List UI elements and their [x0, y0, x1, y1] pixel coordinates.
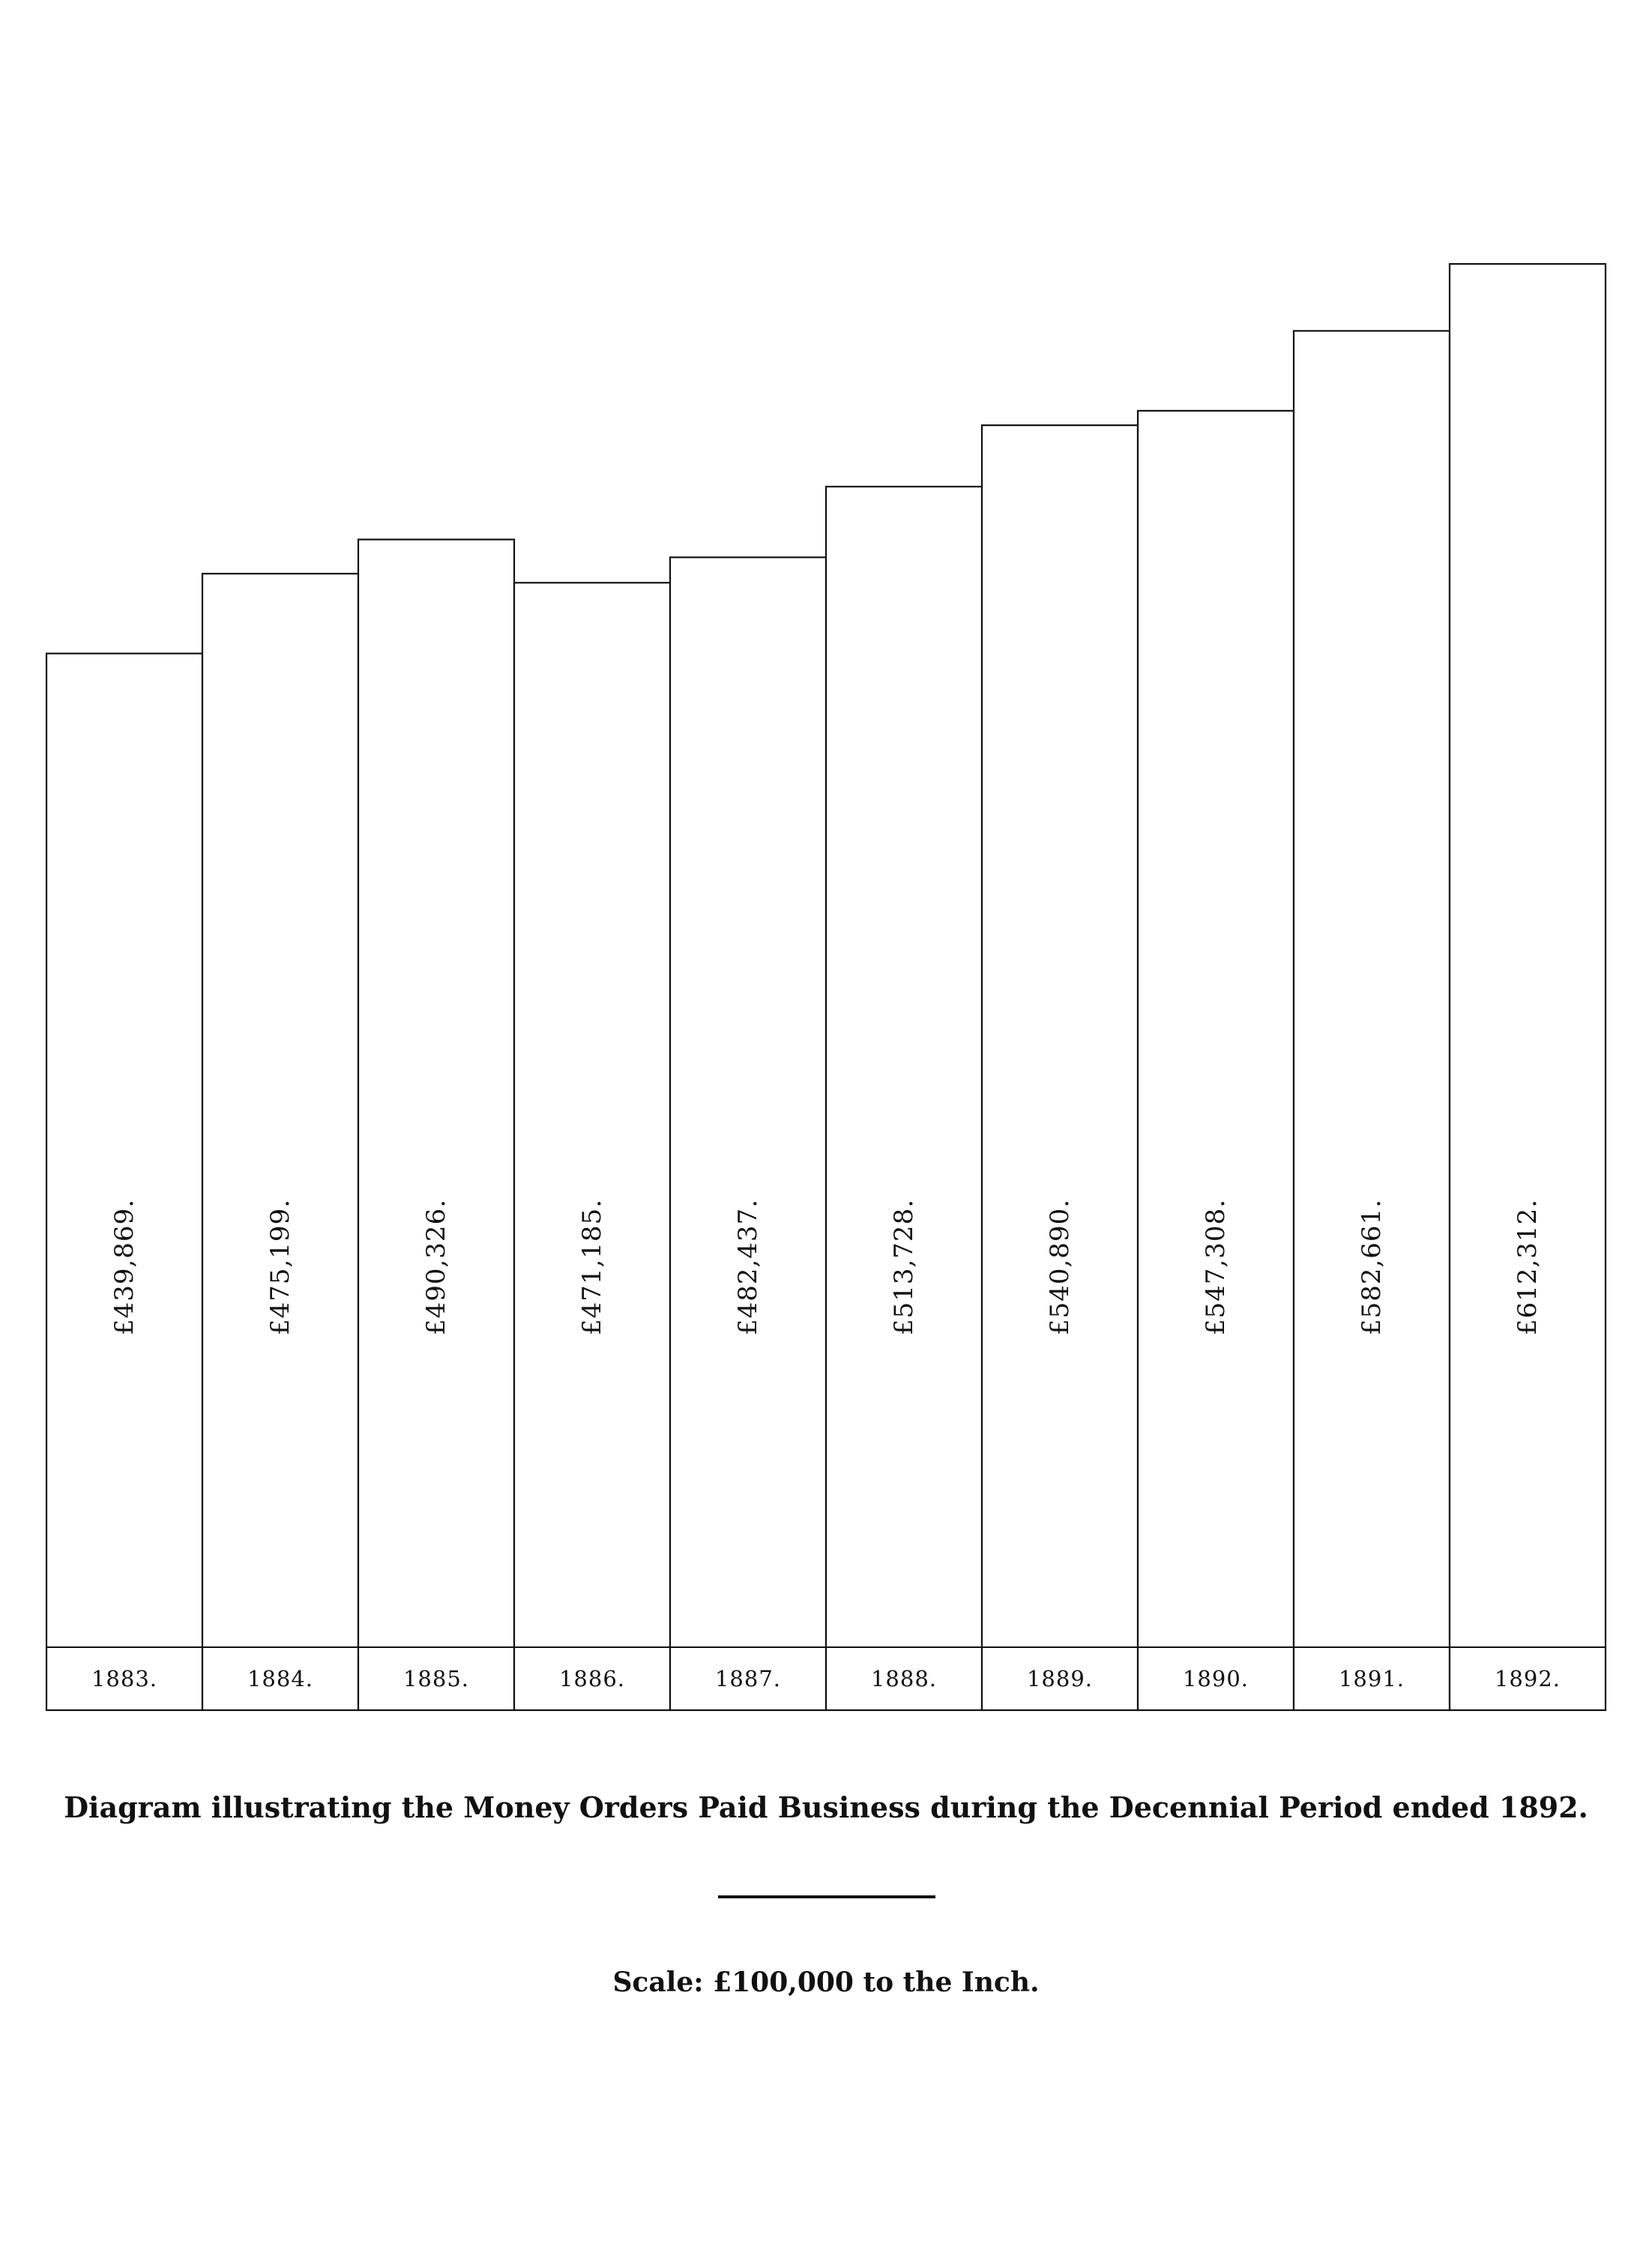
bar-1887: [670, 557, 826, 1710]
bar-1886: [514, 583, 670, 1710]
year-label: 1885.: [403, 1666, 470, 1691]
year-label: 1891.: [1338, 1666, 1405, 1691]
bar-1888: [826, 487, 982, 1710]
year-label: 1884.: [247, 1666, 314, 1691]
year-label: 1886.: [558, 1666, 626, 1691]
value-label: £513,728.: [889, 1198, 919, 1336]
bar-1891: [1294, 331, 1450, 1710]
caption-divider: [718, 1895, 935, 1898]
year-label: 1883.: [91, 1666, 158, 1691]
value-label: £540,890.: [1045, 1198, 1075, 1336]
value-label: £582,661.: [1357, 1198, 1387, 1336]
bar-1885: [358, 540, 514, 1710]
bar-1884: [202, 574, 358, 1710]
bars-group: [46, 264, 1606, 1710]
value-label: £439,869.: [109, 1198, 139, 1336]
value-label: £475,199.: [265, 1198, 295, 1336]
year-label: 1888.: [870, 1666, 938, 1691]
chart-title: Diagram illustrating the Money Orders Paid Business during the Decennial Period ended 1892.: [64, 1790, 1588, 1824]
value-label: £547,308.: [1201, 1198, 1231, 1336]
year-label: 1887.: [714, 1666, 782, 1691]
bar-1892: [1450, 264, 1606, 1710]
value-label: £490,326.: [421, 1198, 451, 1336]
year-label: 1890.: [1182, 1666, 1249, 1691]
bar-1890: [1138, 411, 1294, 1710]
scale-note: Scale: £100,000 to the Inch.: [612, 1967, 1040, 1998]
value-label: £612,312.: [1513, 1198, 1543, 1336]
year-label: 1889.: [1026, 1666, 1094, 1691]
bar-1889: [982, 425, 1138, 1710]
year-label: 1892.: [1494, 1666, 1561, 1691]
value-label: £471,185.: [577, 1198, 607, 1336]
bar-1883: [46, 654, 202, 1710]
value-label: £482,437.: [733, 1198, 763, 1336]
